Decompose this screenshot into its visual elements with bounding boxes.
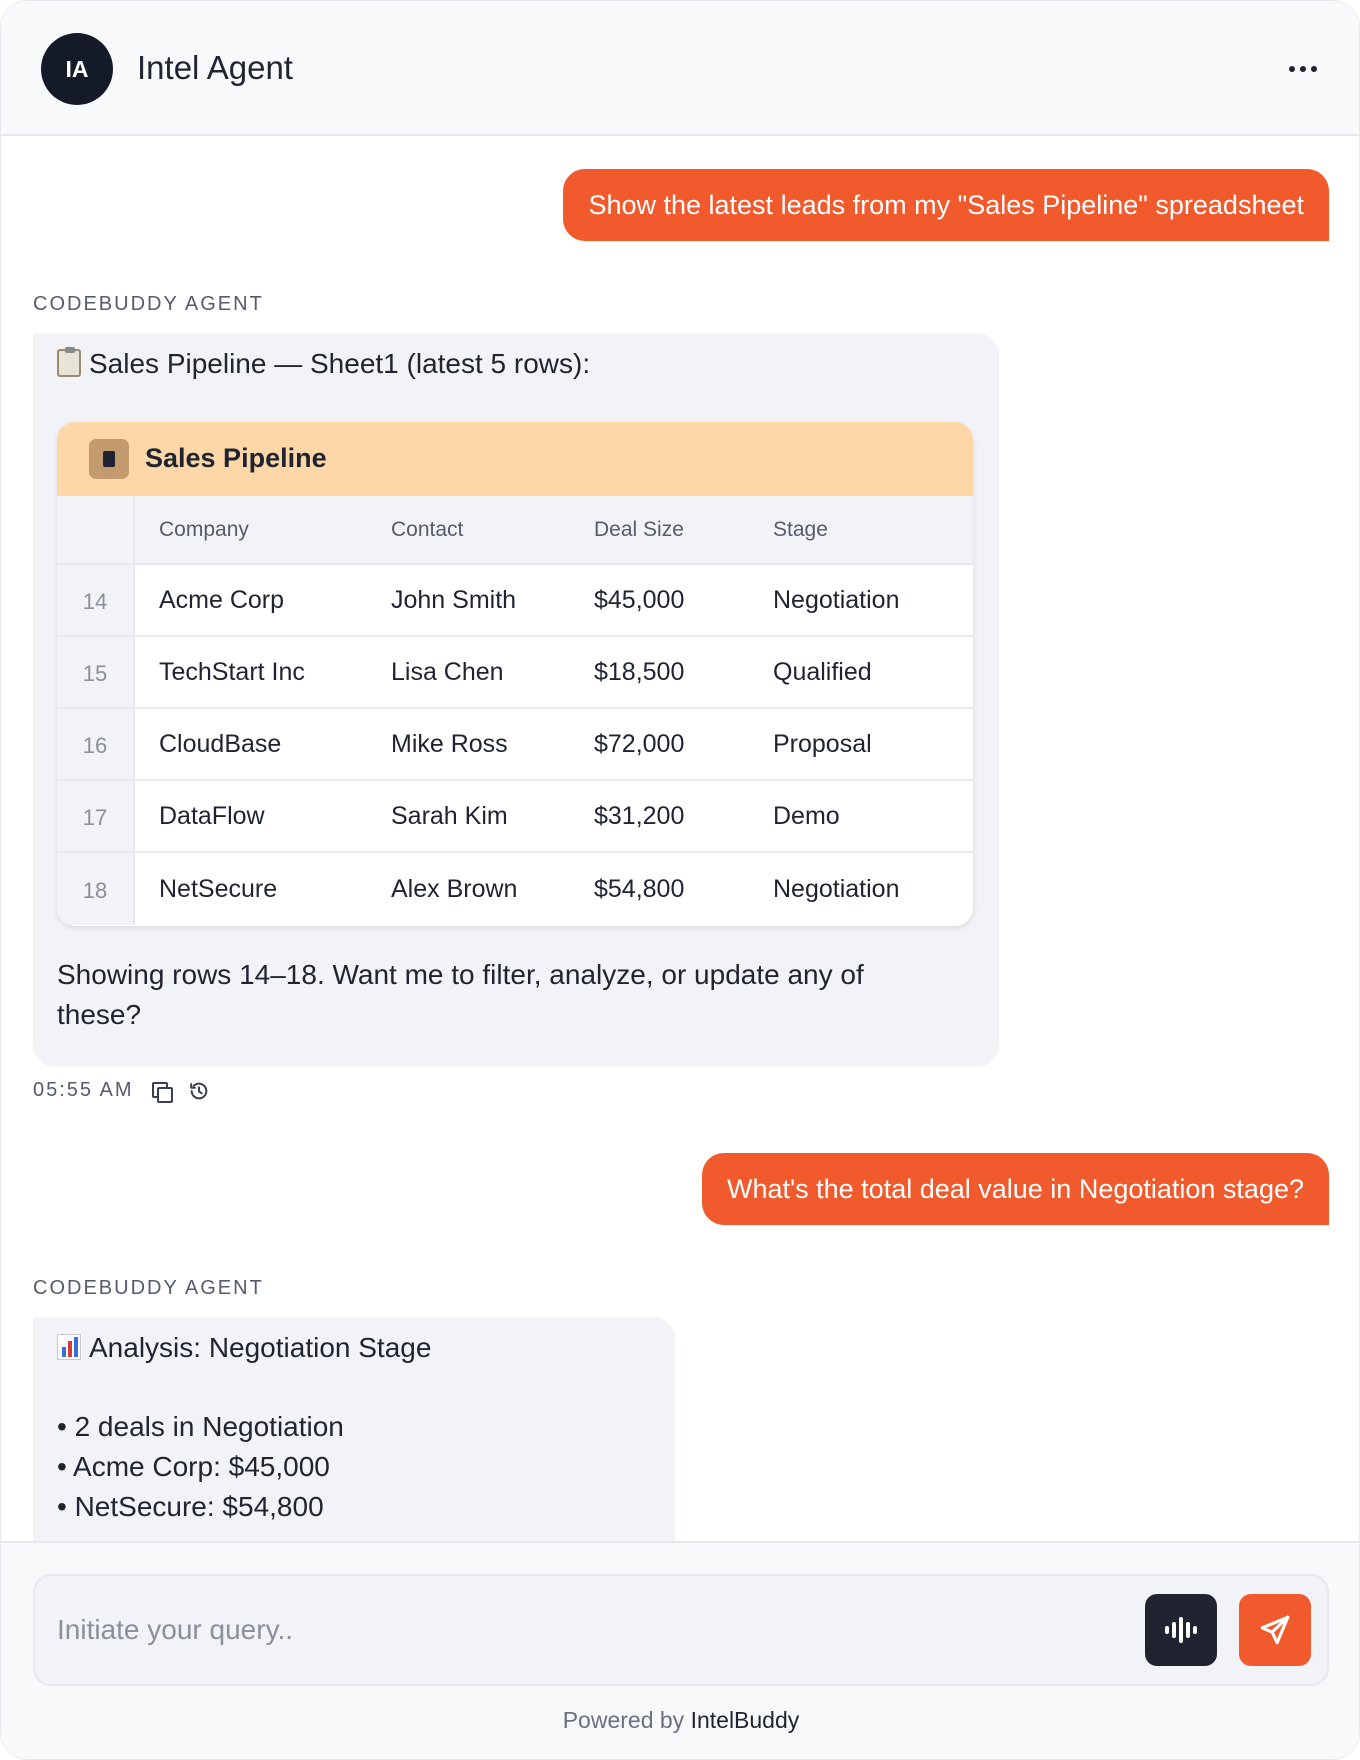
spreadsheet-header [57,422,973,496]
reply-footer-text: Showing rows 14–18. Want me to filter, analyze, or update any of these? [57,959,864,1030]
cell-stage: Qualified [773,657,872,686]
message-timestamp: 05:55 AM [33,1079,134,1101]
row-number: 14 [57,565,135,635]
more-horizontal-icon-dot [1300,66,1306,72]
cell-company: NetSecure [159,874,278,903]
agent-label-1: CODEBUDDY AGENT [33,293,264,315]
cell-stage: Proposal [773,729,872,758]
list-item: • NetSecure: $54,800 [57,1491,324,1522]
reply-heading [57,1332,431,1364]
composer-area [1,1541,1360,1760]
cell-stage: Negotiation [773,585,900,614]
agent-avatar: IA [41,33,113,105]
powered-by [1,1707,1360,1734]
cell-company: Acme Corp [159,585,285,614]
cell-deal-size: $31,200 [594,801,685,830]
cell-company: DataFlow [159,801,265,830]
row-number-header [57,496,135,563]
table-row [57,637,973,709]
cell-deal-size: $45,000 [594,585,685,614]
send-icon [1258,1613,1292,1647]
row-number: 17 [57,781,135,851]
powered-by-prefix: Powered by [562,1707,685,1733]
cell-contact: Alex Brown [391,874,518,903]
message-meta [33,1079,210,1102]
composer-box [33,1574,1329,1686]
column-header-deal-size: Deal Size [594,517,684,541]
reply-heading-text: Sales Pipeline — Sheet1 (latest 5 rows): [89,348,591,379]
spreadsheet-title: Sales Pipeline [145,443,327,473]
list-item: • 2 deals in Negotiation [57,1411,344,1442]
column-header-stage: Stage [773,517,828,541]
spreadsheet-card [57,422,973,926]
list-item: • Acme Corp: $45,000 [57,1451,330,1482]
cell-stage: Negotiation [773,874,900,903]
table-row [57,781,973,853]
agent-label-2: CODEBUDDY AGENT [33,1277,264,1299]
row-number: 16 [57,709,135,779]
voice-wave-icon [1165,1617,1197,1643]
column-header-contact: Contact [391,517,464,541]
table-row [57,565,973,637]
column-header-company: Company [159,517,249,541]
cell-company: TechStart Inc [159,657,305,686]
cell-company: CloudBase [159,729,282,758]
table-row [57,853,973,925]
reply-heading-text: Analysis: Negotiation Stage [89,1332,432,1363]
agent-message-2 [33,1317,675,1541]
reply-heading [57,348,590,380]
clipboard-icon [57,349,81,377]
table-row [57,709,973,781]
cell-contact: John Smith [391,585,517,614]
cell-contact: Sarah Kim [391,801,508,830]
message-list[interactable] [1,138,1360,1541]
cell-contact: Mike Ross [391,729,508,758]
more-horizontal-icon [1289,66,1295,72]
cell-stage: Demo [773,801,840,830]
spreadsheet-icon [89,439,129,479]
send-button[interactable] [1239,1594,1311,1666]
user-message-1: Show the latest leads from my "Sales Pipeline" spreadsheet [563,169,1329,241]
row-number: 15 [57,637,135,707]
agent-message-1 [33,333,999,1067]
copy-icon[interactable] [152,1082,170,1100]
agent-title: Intel Agent [137,49,293,86]
cell-deal-size: $72,000 [594,729,685,758]
chat-header [1,1,1360,136]
cell-deal-size: $54,800 [594,874,685,903]
user-message-2: What's the total deal value in Negotiation stage? [702,1153,1329,1225]
table-header-row [57,496,973,565]
cell-contact: Lisa Chen [391,657,504,686]
more-horizontal-icon-dot [1311,66,1317,72]
powered-by-brand[interactable]: IntelBuddy [690,1707,800,1733]
history-icon[interactable] [188,1080,210,1102]
query-input[interactable] [57,1600,1057,1660]
bar-chart-icon [57,1334,81,1360]
cell-deal-size: $18,500 [594,657,685,686]
more-options-button[interactable] [1277,49,1329,89]
voice-button[interactable] [1145,1594,1217,1666]
row-number: 18 [57,853,135,925]
